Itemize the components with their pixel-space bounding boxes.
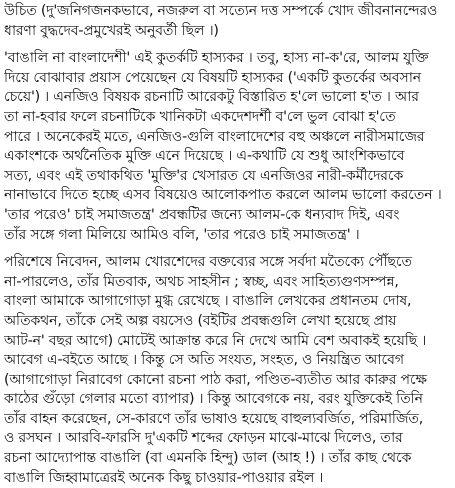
text-line: অতিকথন, তাঁকে সেই অল্প বয়সেও (বইটির প্রবন্ধগুলি লেখা হয়েছে প্রায় xyxy=(4,312,397,329)
text-line: ও রসঘন । আরবি-ফারসি দু'একটি শব্দের ফোড়ন মাঝে-মাঝে দিলেও, তার xyxy=(4,430,403,447)
text-line: উচিত (দু'জনিগজনকভাবে, নজরুল বা সত্যেন দত্ত সম্পর্কে খোদ জীবনানন্দেরও xyxy=(4,3,438,19)
text-line: নানাভাবে দিতে হচ্ছে এসব বিষয়েও আলোকপাত করলে আলম ভালো করতেন । xyxy=(4,187,442,204)
text-line: ধারণা বুদ্ধদেব-প্রমুখেরই অনুবর্তী ছিল ।) xyxy=(4,22,219,39)
paragraph-gap xyxy=(4,41,451,49)
text-line: চেয়ে') । এনজিও বিষয়ক রচনাটি আরেকটু বিস্তারিত হ'লে ভালো হ'ত । আর xyxy=(4,89,419,106)
paragraph-conclusion xyxy=(4,253,451,488)
text-line: কাঠের গুঁড়ো গেলার মতো ব্যাপার) । কিন্তু আবেগকে নয়, বরং যুক্তিকেই তিনি xyxy=(4,391,423,408)
text-line: তাঁর বাহন করেছেন, সে-কারণে তাঁর ভাষাও হয়েছে বাহুল্যবর্জিত, পরিমার্জিত, xyxy=(4,410,424,427)
paragraph-intro-continuation xyxy=(4,2,451,41)
text-line: তাঁর সঙ্গে গলা মিলিয়ে আমিও বলি, 'তার পরেও চাই সমাজতন্ত্র' । xyxy=(4,226,360,243)
text-line: পরিশেষে নিবেদন, আলম খোরশেদের বক্তব্যের সঙ্গে সর্বদা মতৈক্যে পৌঁছতে xyxy=(4,254,412,271)
text-line: বাঙালি জিহ্বামাত্রেরই অনেক কিছু চাওয়ার-পাওয়ার রইল । xyxy=(4,469,324,486)
paragraph-bengali-vs-bangladeshi xyxy=(4,49,451,245)
text-line: দিয়ে বোঝাবার প্রয়াস পেয়েছেন যে বিষয়টি হাস্যকর ('একটি কুতর্কের অবসান xyxy=(4,69,421,86)
text-line: 'বাঙালি না বাংলাদেশী' এই কুতর্কটি হাস্যকর । তবু, হাস্য না-ক'রে, আলম যুক্তি xyxy=(4,50,429,67)
text-line: 'তার পরেও' চাই সমাজতন্ত্র' প্রবন্ধটির জন্যে আলম-কে ধন্যবাদ দিই, এবং xyxy=(4,206,400,223)
text-line: আবেগ এ-বইতে আছে । কিন্তু সে অতি সংযত, সংহত, ও নিয়ন্ত্রিত আবেগ xyxy=(4,352,404,369)
text-line: (আগাগোড়া নিরাবেগ কোনো রচনা পাঠ করা, পণ্ডিত-ব্যতীত আর কারুর পক্ষে xyxy=(4,371,427,388)
text-line: পারে । অনেকেরই মতে, এনজিও-গুলি বাংলাদেশের বহু অঞ্চলে নারীসমাজের xyxy=(4,128,425,145)
text-line: রচনা আদ্যোপান্ত বাঙালি (বা এমনকি হিন্দু) ডাল (আহ !) । তাঁর কাছ থেকে xyxy=(4,450,412,467)
text-line: বাংলা আমাকে আগাগোড়া মুগ্ধ রেখেছে । বাঙালি লেখকের প্রধানতম দোষ, xyxy=(4,293,412,310)
text-line: সত্য, এবং এই তথাকথিত 'মুক্তি'র খেসারত যে এনজিওর নারী-কর্মীদেরকে xyxy=(4,167,404,184)
text-line: আট-ন' বছর আগে) মোটেই আক্রান্ত করে নি দেখে আমি বেশ অবাকই হয়েছি । xyxy=(4,332,427,349)
text-line: একাংশকে অর্থনৈতিক মুক্তি এনে দিয়েছে । এ-কথাটি যে শুধু আংশিকভাবে xyxy=(4,148,405,165)
text-line: না-পারলেও, তাঁর মিতবাক, অথচ সাহসীন ; স্বচ্ছ, এবং সাহিত্যগুণসম্পন্ন, xyxy=(4,273,399,290)
text-line: তা না-হবার ফলে রচনাটিকে খানিকটা একদেশদর্শী ব'লে ভুল বোঝা হ'তে xyxy=(4,108,396,125)
paragraph-gap xyxy=(4,245,451,253)
